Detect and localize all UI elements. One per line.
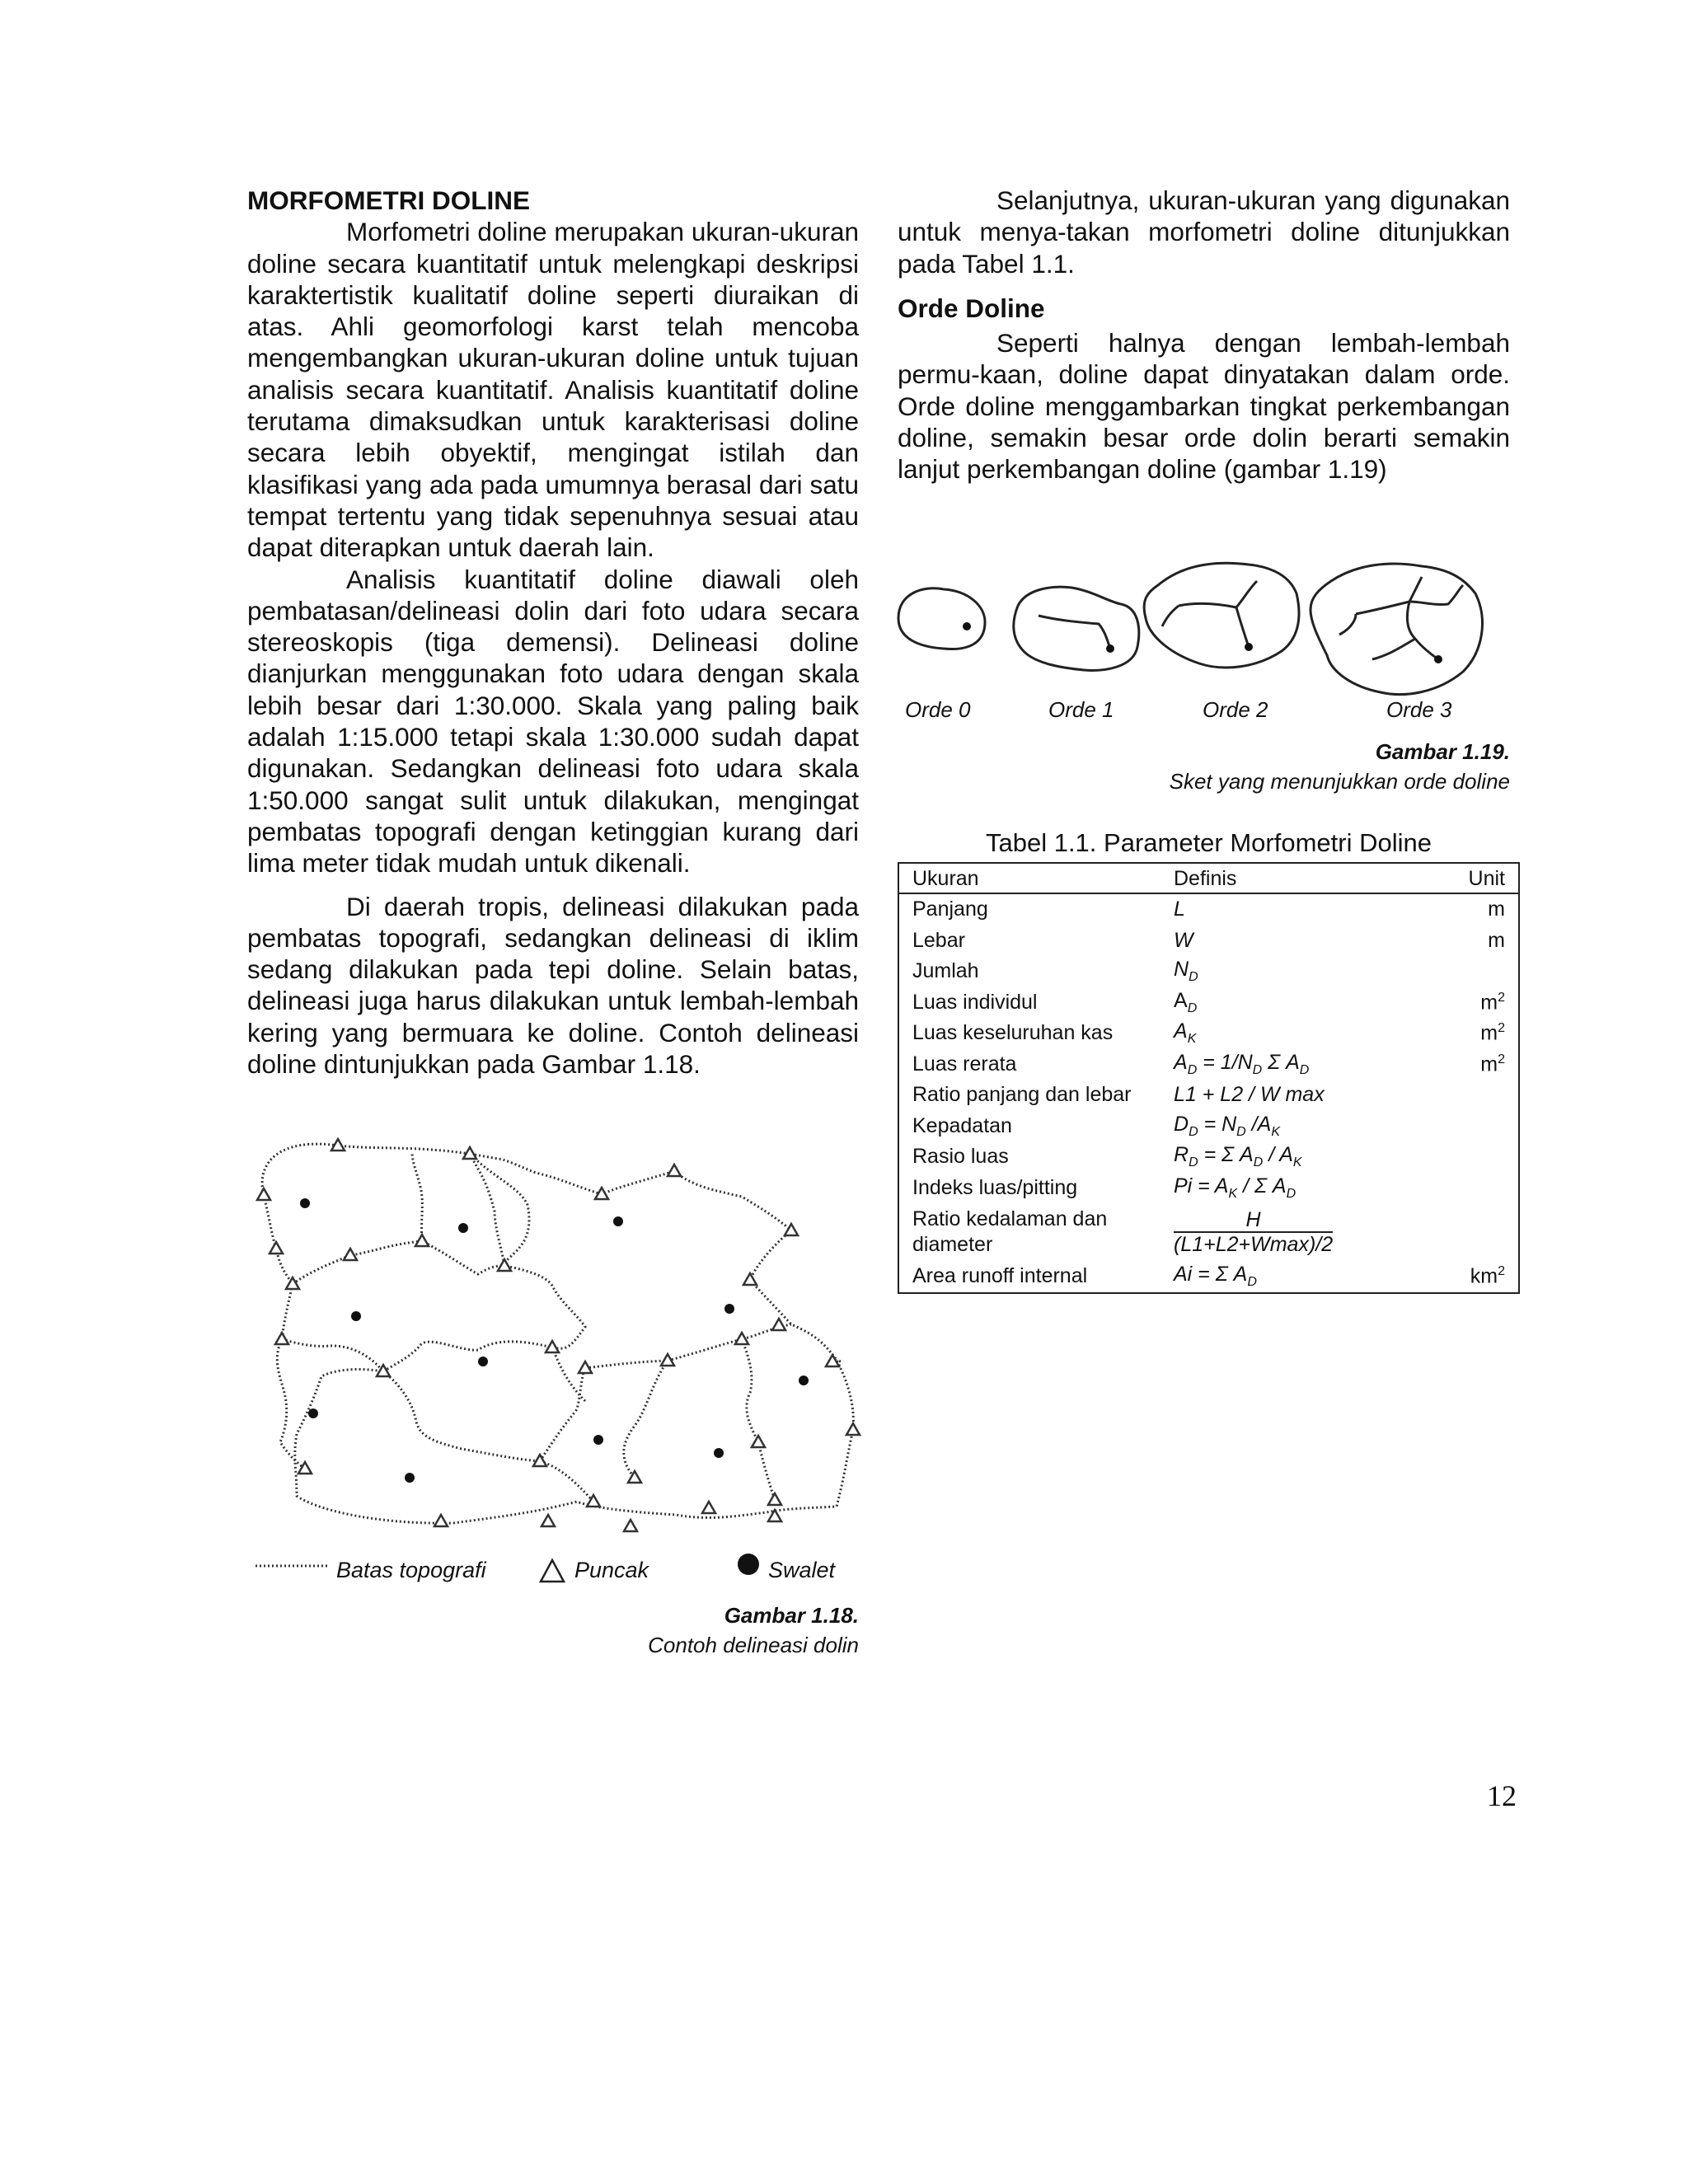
orde-2-doline-outline (1144, 563, 1299, 668)
table-cell-unit (1434, 1111, 1519, 1142)
figure19-caption-text: Sket yang menunjukkan orde doline (1169, 769, 1510, 794)
section-heading-orde: Orde Doline (898, 293, 1045, 323)
table-row (898, 1261, 1519, 1293)
table-row (898, 1111, 1519, 1142)
table-row (898, 1080, 1519, 1111)
table-row (898, 1141, 1519, 1173)
orde-1-doline-outline (1014, 587, 1139, 670)
table-row (898, 1049, 1519, 1080)
paragraph-morfometri-2: Analisis kuantitatif doline diawali oleh pembatasan/delineasi dolin dari foto udara secara stereoskopis (tiga demensi). Delineasi doline dianjurkan menggunakan foto udara dengan skala lebih besar dari 1:30.000. Skala yang paling baik adalah 1:15.000 tetapi skala 1:30.000 sudah dapat digunakan. Sedangkan delineasi foto udara skala 1:50.000 sangat sulit untuk dilakukan, mengingat pembatas topografi dengan ketinggian kurang dari lima meter tidak mudah untuk dikenali. (247, 564, 859, 879)
table-cell-unit (1434, 1203, 1519, 1261)
figure19-caption-number: Gambar 1.19. (1375, 739, 1510, 764)
table-cell-ukuran: Ratio kedalaman dan diameter (912, 1207, 1108, 1256)
table-cell-ukuran: Ratio panjang dan lebar (912, 1083, 1132, 1107)
table-cell-unit: $km^2$ (1470, 1264, 1505, 1288)
orde-0-doline-outline (898, 588, 985, 649)
table-cell-definis: $A_D$ (1174, 988, 1198, 1015)
table-header-ukuran: Ukuran (898, 863, 1160, 893)
table-cell-unit (1434, 1080, 1519, 1111)
table-row (898, 1203, 1519, 1261)
orde-0-swalet-dot (963, 622, 971, 630)
orde-0-label: Orde 0 (905, 697, 971, 722)
table-cell-unit (1434, 1173, 1519, 1204)
table-cell-definis: $A_D = 1/N_D$ Σ $A_D$ (1174, 1050, 1310, 1077)
table-cell-ukuran: Rasio luas (912, 1145, 1009, 1169)
paragraph-orde: Seperti halnya dengan lembah-lembah permu-kaan, doline dapat dinyatakan dalam orde. Orde doline menggambarkan tingkat perkembangan doline, semakin besar orde dolin berarti semakin lanjut perkembangan doline (gambar 1.19) (898, 328, 1510, 485)
morfometri-table (898, 862, 1520, 1294)
figure18-caption-text: Contoh delineasi dolin (648, 1633, 859, 1657)
table-row (898, 1018, 1519, 1049)
table-cell-unit: $m^2$ (1480, 1052, 1505, 1076)
paragraph-morfometri-1: Morfometri doline merupakan ukuran-ukuran doline secara kuantitatif untuk melengkapi deskripsi karaktertistik kualitatif doline seperti diuraikan di atas. Ahli geomorfologi karst telah mencoba mengembangkan ukuran-ukuran doline untuk tujuan analisis secara kuantitatif. Analisis kuantitatif doline terutama dimaksudkan untuk karakterisasi doline secara lebih obyektif, mengingat istilah dan klasifikasi yang ada pada umumnya berasal dari satu tempat tertentu yang tidak sepenuhnya sesuai atau dapat diterapkan untuk daerah lain. (247, 217, 859, 563)
doline-delineation-figure (247, 1129, 865, 1533)
page-number: 12 (1487, 1779, 1517, 1812)
table-cell-definis: $Pi = A_K / \Sigma$ $A_D$ (1174, 1174, 1296, 1201)
table-header-definis: Definis (1160, 863, 1434, 893)
doline-order-figure (894, 556, 1521, 705)
table-cell-definis: $N_D$ (1174, 958, 1198, 985)
table-row (898, 1173, 1519, 1204)
legend-puncak: Puncak (574, 1558, 649, 1582)
paragraph-selanjutnya: Selanjutnya, ukuran-ukuran yang digunakan untuk menya-takan morfometri doline ditunjukkan pada Tabel 1.1. (898, 185, 1510, 279)
table-cell-ukuran: Luas keseluruhan kas (912, 1021, 1114, 1045)
paragraph-morfometri-3: Di daerah tropis, delineasi dilakukan pada pembatas topografi, sedangkan delineasi di iklim sedang dilakukan pada tepi doline. Selain batas, delineasi juga harus dilakukan untuk lembah-lembah kering yang bermuara ke doline. Contoh delineasi doline dintunjukkan pada Gambar 1.18. (247, 891, 859, 1080)
table-cell-ukuran: Indeks luas/pitting (912, 1175, 1078, 1199)
table-cell-definis: L (1174, 898, 1185, 921)
orde-3-doline-outline (1311, 564, 1482, 695)
table-cell-definis: $D_D = N_D$ $/A_K$ (1174, 1112, 1280, 1139)
figure18-caption (577, 1601, 859, 1660)
legend-dot-icon (736, 1552, 761, 1577)
legend-batas-topografi: Batas topografi (336, 1558, 486, 1582)
table-title: Tabel 1.1. Parameter Morfometri Doline (985, 828, 1432, 857)
table-cell-definis: $R_D = \Sigma$ $A_D / A_K$ (1174, 1143, 1302, 1170)
orde-1-label: Orde 1 (1048, 697, 1114, 722)
table-header-row (898, 863, 1519, 893)
orde-2-label: Orde 2 (1203, 697, 1268, 722)
table-cell-ukuran: Luas individul (912, 990, 1038, 1014)
table-cell-definis: $A_K$ (1174, 1019, 1197, 1047)
table-cell-unit (1434, 1141, 1519, 1173)
table-cell-ukuran: Jumlah (912, 959, 979, 983)
peak-triangle (257, 1188, 270, 1200)
table-cell-definis: Ai = Σ $A_D$ (1174, 1263, 1257, 1290)
right-column (898, 185, 1510, 485)
table-row (898, 926, 1519, 957)
table-cell-unit: m (1488, 928, 1505, 952)
table-cell-ukuran: Lebar (912, 928, 965, 952)
table-row (898, 893, 1519, 926)
legend-dotted-line-icon (256, 1562, 331, 1570)
orde-3-label: Orde 3 (1386, 697, 1452, 722)
sinkhole-dot (300, 1198, 310, 1208)
table-header-unit: Unit (1434, 863, 1519, 893)
table-cell-unit: m (1488, 898, 1505, 921)
table-cell-definis (1160, 1203, 1434, 1261)
table-cell-unit (1434, 956, 1519, 987)
table-cell-unit: $m^2$ (1480, 990, 1505, 1014)
table-cell-ukuran: Panjang (912, 898, 988, 921)
table-cell-definis: L1 + L2 / W max (1174, 1083, 1325, 1107)
table-row (898, 956, 1519, 987)
legend-swalet: Swalet (768, 1558, 836, 1582)
left-column (247, 185, 859, 1080)
table-row (898, 987, 1519, 1019)
depth-diameter-fraction: $\frac{H}{(L1+L2+Wmax)/2}$ (1174, 1207, 1334, 1256)
table-cell-ukuran: Kepadatan (912, 1113, 1012, 1137)
table-cell-ukuran: Luas rerata (912, 1052, 1017, 1076)
table-cell-definis: W (1174, 928, 1193, 952)
table-cell-ukuran: Area runoff internal (912, 1264, 1088, 1288)
table-cell-unit: $m^2$ (1480, 1021, 1505, 1045)
legend-triangle-icon (538, 1558, 566, 1584)
section-heading-morfometri: MORFOMETRI DOLINE (247, 185, 530, 215)
figure18-caption-number: Gambar 1.18. (724, 1603, 859, 1628)
figure19-caption (1113, 737, 1510, 796)
